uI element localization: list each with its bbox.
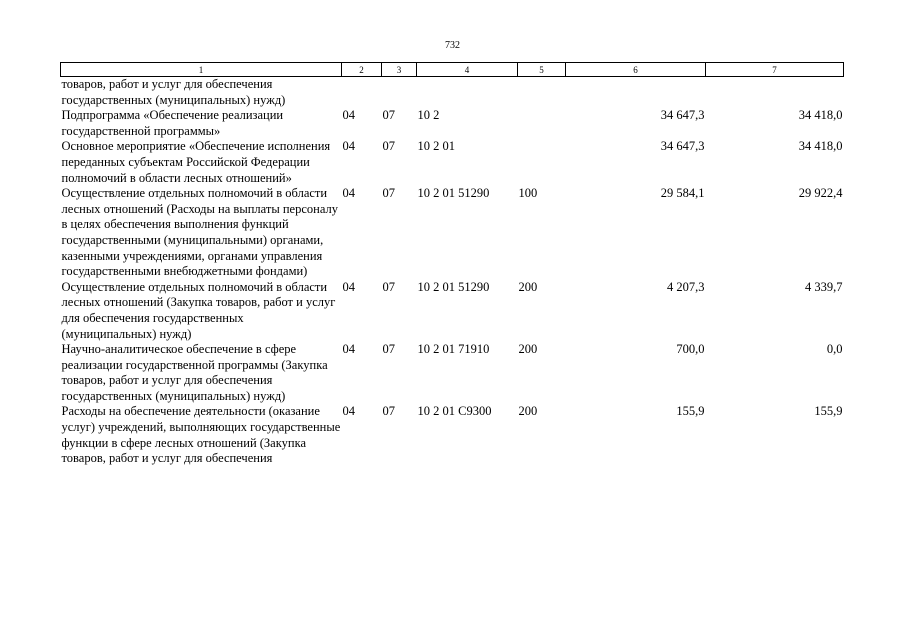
row-subsection: 07: [382, 404, 395, 419]
budget-table: [60, 62, 844, 467]
row-section: [342, 77, 382, 109]
row-section: 04: [342, 108, 355, 123]
column-header: 6: [566, 63, 706, 77]
row-target-article: [417, 77, 518, 109]
row-sum-year2: 0,0: [826, 342, 843, 357]
column-header: 4: [417, 63, 518, 77]
row-expense-type: 200: [518, 342, 538, 357]
column-header: 5: [518, 63, 566, 77]
row-name: Осуществление отдельных полномочий в области лесных отношений (Закупка товаров, работ и услуг для обеспечения государственных (муниципальных) нужд): [61, 279, 336, 341]
table-row: [61, 280, 844, 342]
row-subsection: 07: [382, 342, 395, 357]
row-sum-year1: 155,9: [676, 404, 705, 419]
row-subsection: 07: [382, 279, 395, 294]
row-sum-year1: 29 584,1: [660, 186, 705, 201]
table-header-row: [61, 63, 844, 77]
row-sum-year1: 34 647,3: [660, 108, 705, 123]
table-row: [61, 139, 844, 186]
row-target-article: 10 2 01 51290: [417, 186, 490, 201]
row-sum-year2: 34 418,0: [798, 108, 843, 123]
table-row: [61, 342, 844, 404]
row-sum-year1: 700,0: [676, 342, 705, 357]
row-name: Подпрограмма «Обеспечение реализации государственной программы»: [61, 108, 284, 138]
table-row: [61, 108, 844, 139]
row-sum-year2: [706, 77, 844, 109]
row-sum-year2: 34 418,0: [798, 139, 843, 154]
row-name: товаров, работ и услуг для обеспечения государственных (муниципальных) нужд): [61, 77, 286, 107]
row-target-article: 10 2 01: [417, 139, 455, 154]
row-target-article: 10 2 01 71910: [417, 342, 490, 357]
row-section: 04: [342, 342, 355, 357]
row-section: 04: [342, 279, 355, 294]
row-target-article: 10 2: [417, 108, 440, 123]
row-target-article: 10 2 01 С9300: [417, 404, 492, 419]
row-subsection: 07: [382, 186, 395, 201]
row-sum-year2: 155,9: [814, 404, 843, 419]
row-sum-year2: 4 339,7: [805, 279, 843, 294]
row-section: 04: [342, 139, 355, 154]
row-section: 04: [342, 404, 355, 419]
row-expense-type: 200: [518, 279, 538, 294]
row-subsection: 07: [382, 108, 395, 123]
row-name: Расходы на обеспечение деятельности (оказание услуг) учреждений, выполняющих государственные функции в сфере лесных отношений (Закупка товаров, работ и услуг для обеспечения: [61, 404, 341, 466]
column-header: 3: [382, 63, 417, 77]
table-row: [61, 186, 844, 280]
row-expense-type: [518, 77, 566, 109]
row-name: Основное мероприятие «Обеспечение исполнения переданных субъектам Российской Федерации полномочий в области лесных отношений»: [61, 139, 331, 185]
row-sum-year1: 34 647,3: [660, 139, 705, 154]
row-sum-year1: [566, 77, 706, 109]
table-row: [61, 77, 844, 109]
column-header: 7: [706, 63, 844, 77]
row-name: Осуществление отдельных полномочий в области лесных отношений (Расходы на выплаты персоналу в целях обеспечения выполнения функций государственными (муниципальными) органами, казенными учреждениями, органами управления государственными внебюджетными фондами): [61, 186, 338, 279]
column-header: 1: [61, 63, 342, 77]
row-expense-type: 100: [518, 186, 538, 201]
column-header: 2: [342, 63, 382, 77]
row-sum-year1: 4 207,3: [667, 279, 705, 294]
row-subsection: [382, 77, 417, 109]
row-sum-year2: 29 922,4: [798, 186, 843, 201]
page-number: 732: [445, 40, 460, 51]
row-target-article: 10 2 01 51290: [417, 279, 490, 294]
table-row: [61, 404, 844, 466]
row-expense-type: 200: [518, 404, 538, 419]
row-expense-type: [518, 108, 566, 139]
row-subsection: 07: [382, 139, 395, 154]
row-section: 04: [342, 186, 355, 201]
row-name: Научно-аналитическое обеспечение в сфере реализации государственной программы (Закупка товаров, работ и услуг для обеспечения государственных (муниципальных) нужд): [61, 342, 328, 403]
row-expense-type: [518, 139, 566, 186]
